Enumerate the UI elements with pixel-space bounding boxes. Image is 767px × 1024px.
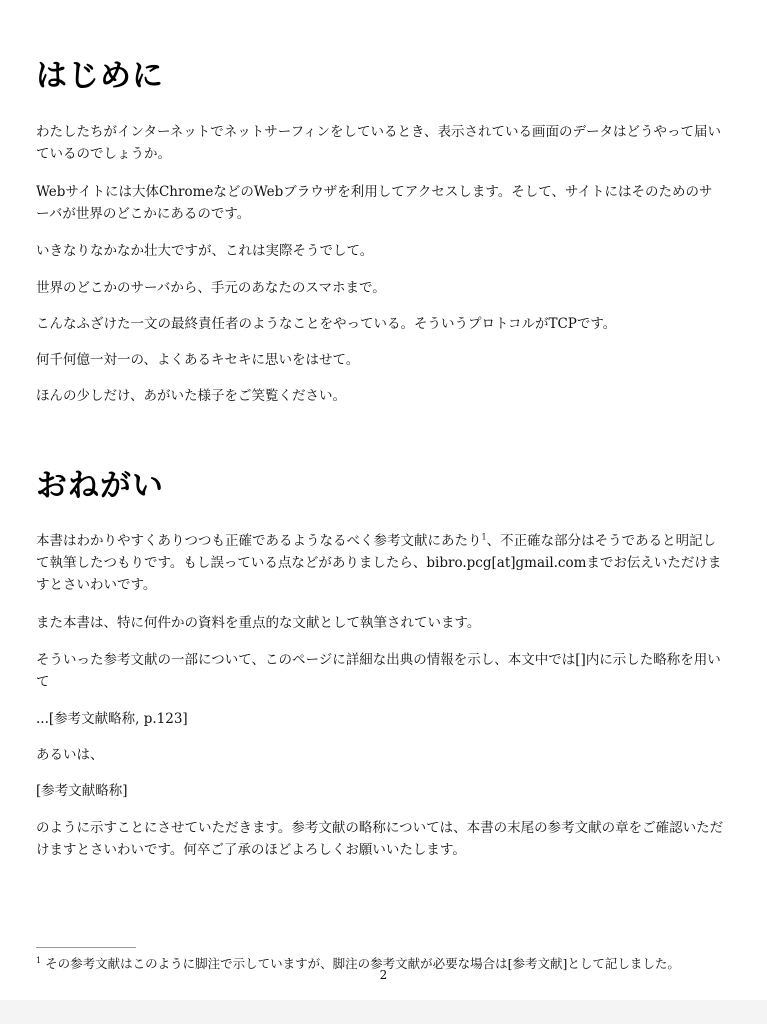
citation-example-with-page: ...[参考文献略称, p.123]	[36, 711, 188, 727]
intro-paragraph-2: Webサイトには大体ChromeなどのWebブラウザを利用してアクセスします。そして、サイトにはそのためのサーバが世界のどこかにあるのです。	[36, 184, 713, 222]
intro-paragraph-3: いきなりなかなか壮大ですが、これは実際そうでして。	[36, 243, 374, 259]
request-paragraph-3: そういった参考文献の一部について、このページに詳細な出典の情報を示し、本文中では[]内に示した略称を用いて	[36, 652, 721, 690]
intro-paragraph-5: こんなふざけた一文の最終責任者のようなことをやっている。そういうプロトコルがTCPです。	[36, 316, 617, 332]
request-paragraph-1-text-a: 本書はわかりやすくありつつも正確であるようなるべく参考文献にあたり	[36, 533, 482, 549]
page-number: 2	[379, 968, 388, 982]
heading-request: おねがい	[36, 468, 164, 504]
intro-paragraph-6: 何千何億一対一の、よくあるキセキに思いをはせて。	[36, 352, 360, 368]
citation-example: [参考文献略称]	[36, 783, 128, 799]
request-paragraph-2: また本書は、特に何件かの資料を重点的な文献として執筆されています。	[36, 615, 481, 631]
intro-paragraph-1: わたしたちがインターネットでネットサーフィンをしているとき、表示されている画面のデータはどうやって届いているのでしょうか。	[36, 124, 721, 162]
page-bottom-strip	[0, 1000, 767, 1024]
intro-paragraph-7: ほんの少しだけ、あがいた様子をご笑覧ください。	[36, 388, 346, 404]
request-paragraph-1-text-b: 、不正確な部分はそうであると明記して執筆したつもりです。もし誤っている点などがありましたら、bibro.pcg[at]gmail.comまでお伝えいただけますとさいわいです。	[36, 533, 722, 593]
footnote-mark: 1	[36, 955, 42, 965]
footnote-reference[interactable]: 1	[481, 532, 487, 542]
intro-paragraph-4: 世界のどこかのサーバから、手元のあなたのスマホまで。	[36, 280, 386, 296]
request-paragraph-1	[36, 530, 726, 596]
footnote-divider	[36, 947, 136, 948]
request-paragraph-closing: のように示すことにさせていただきます。参考文献の略称については、本書の末尾の参考文献の章をご確認いただけますとさいわいです。何卒ご了承のほどよろしくお願いいたします。	[36, 820, 724, 858]
request-paragraph-or: あるいは、	[36, 747, 104, 763]
heading-introduction: はじめに	[36, 58, 164, 94]
footnote-text: その参考文献はこのように脚注で示していますが、脚注の参考文献が必要な場合は[参考文献]として記しました。	[45, 956, 680, 971]
